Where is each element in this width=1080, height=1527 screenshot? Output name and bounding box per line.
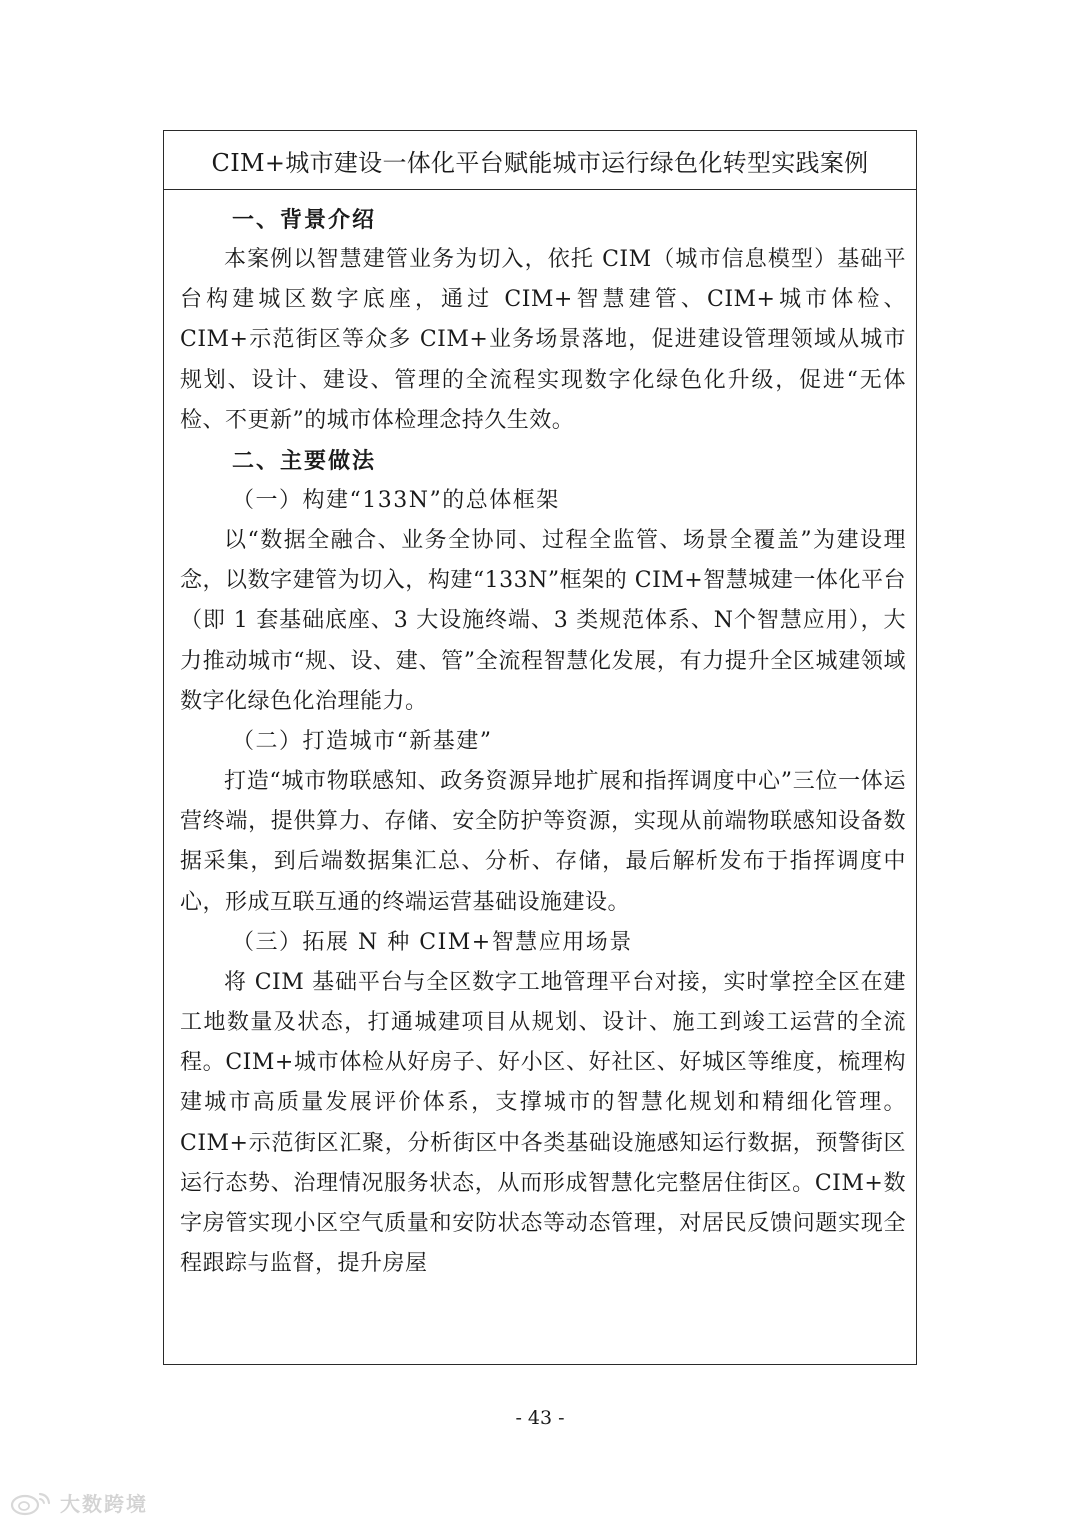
section-heading-main-practices: 二、主要做法 xyxy=(232,448,377,475)
page-number: - 43 - xyxy=(515,1407,565,1429)
weibo-logo-icon xyxy=(10,1490,54,1516)
subheading-framework: （一）构建“133N”的总体框架 xyxy=(232,488,560,514)
subheading-new-infrastructure: （二）打造城市“新基建” xyxy=(232,729,493,755)
watermark xyxy=(10,1488,148,1517)
paragraph-application-scenarios: 将 CIM 基础平台与全区数字工地管理平台对接，实时掌控全区在建工地数量及状态，打通城建项目从规划、设计、施工到竣工运营的全流程。CIM+城市体检从好房子、好小区、好社区、好城区等维度，梳理构建城市高质量发展评价体系，支撑城市的智慧化规划和精细化管理。CIM+示范街区汇聚，分析街区中各类基础设施感知运行数据，预警街区运行态势、治理情况服务状态，从而形成智慧化完整居住街区。CIM+数字房管实现小区空气质量和安防状态等动态管理，对居民反馈问题实现全程跟踪与监督，提升房屋 xyxy=(180,969,906,1277)
case-table xyxy=(163,130,917,1365)
paragraph-framework: 以“数据全融合、业务全协同、过程全监管、场景全覆盖”为建设理念，以数字建管为切入，构建“133N”框架的 CIM+智慧城建一体化平台（即 1 套基础底座、3 大设施终端、3 类规范体系、N个智慧应用），大力推动城市“规、设、建、管”全流程智慧化发展，有力提升全区城建领域数字化绿色化治理能力。 xyxy=(180,528,906,714)
section-heading-background: 一、背景介绍 xyxy=(232,207,377,233)
table-content xyxy=(164,190,916,1360)
document-title: CIM+城市建设一体化平台赋能城市运行绿色化转型实践案例 xyxy=(164,131,916,190)
paragraph-new-infrastructure: 打造“城市物联感知、政务资源异地扩展和指挥调度中心”三位一体运营终端，提供算力、存储、安全防护等资源，实现从前端物联感知设备数据采集，到后端数据集汇总、分析、存储，最后解析发布于指挥调度中心，形成互联互通的终端运营基础设施建设。 xyxy=(180,769,906,915)
subheading-application-scenarios: （三）拓展 N 种 CIM+智慧应用场景 xyxy=(232,929,633,955)
paragraph-background: 本案例以智慧建管业务为切入，依托 CIM（城市信息模型）基础平台构建城区数字底座，通过 CIM+智慧建管、CIM+城市体检、CIM+示范街区等众多 CIM+业务场景落地，促进建设管理领域从城市规划、设计、建设、管理的全流程实现数字化绿色化升级，促进“无体检、不更新”的城市体检理念持久生效。 xyxy=(180,247,906,433)
watermark-text: 大数跨境 xyxy=(60,1492,148,1516)
